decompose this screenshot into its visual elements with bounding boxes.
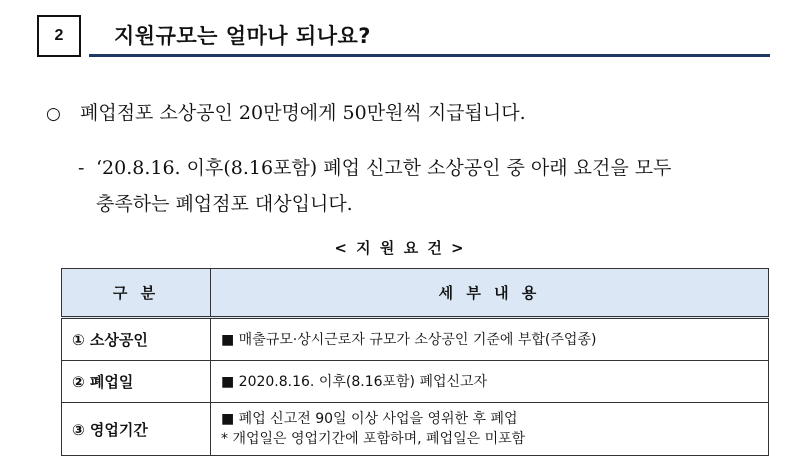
row-details [211,403,769,456]
circle-bullet-icon: ○ [46,104,61,124]
section-title: 지원규모는 얼마나 되나요? [114,24,371,48]
requirements-table [61,268,769,456]
sub-bullet [78,150,778,222]
row-details [211,318,769,361]
row-label: ① 소상공인 [62,318,211,361]
main-bullet [46,98,526,125]
main-bullet-text: 폐업점포 소상공인 20만명에게 50만원씩 지급됩니다. [80,102,526,124]
row-label: ③ 영업기간 [62,403,211,456]
row-detail-line: ■ 2020.8.16. 이후(8.16포함) 폐업신고자 [221,373,488,390]
table-row [62,361,769,403]
table-header-row [62,269,769,318]
row-details [211,361,769,403]
section-number: 2 [54,27,64,44]
section-number-box [37,15,81,57]
row-detail-line: ■ 폐업 신고전 90일 이상 사업을 영위한 후 폐업 [221,411,518,427]
table-row [62,403,769,456]
row-detail-note: * 개업일은 영업기간에 포함하며, 폐업일은 미포함 [221,431,526,447]
header-details: 세 부 내 용 [211,269,769,318]
table-row [62,318,769,361]
row-detail-line: ■ 매출규모·상시근로자 규모가 소상공인 기준에 부합(주업종) [221,331,597,348]
row-label: ② 폐업일 [62,361,211,403]
dash-bullet-icon: - [78,157,85,179]
sub-bullet-line2: 충족하는 폐업점포 대상입니다. [96,193,353,215]
title-underline [89,54,770,57]
sub-bullet-line1: ‘20.8.16. 이후(8.16포함) 폐업 신고한 소상공인 중 아래 요건을 모두 [96,157,672,179]
header-category: 구 분 [62,269,211,318]
table-caption: < 지 원 요 건 > [334,239,466,257]
